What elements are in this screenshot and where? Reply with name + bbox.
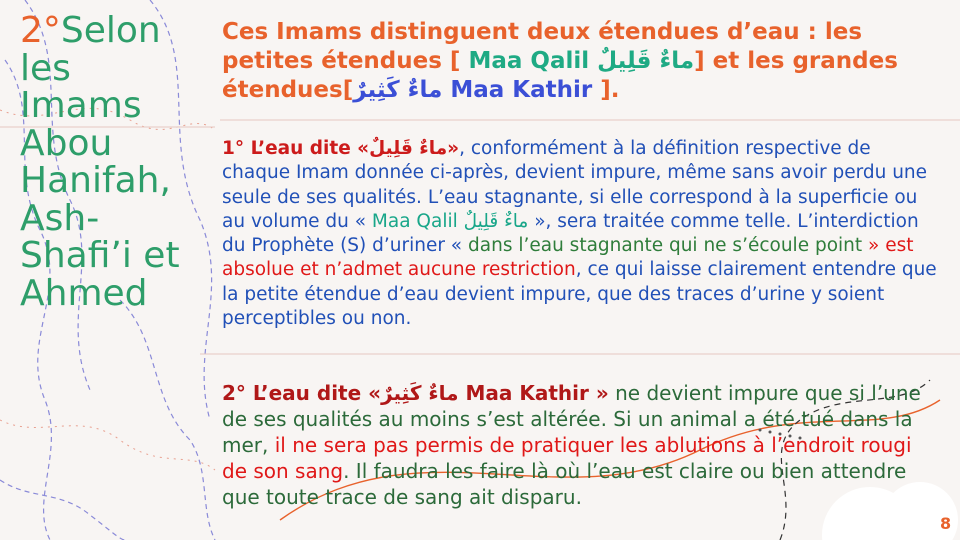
header-part1: Ces Imams distinguent deux étendues d’eau : les petites étendues [ [222, 19, 863, 74]
p2-emphasis: il ne sera pas permis de pratiquer les ablutions à l’endroit rougi de son sang [222, 433, 912, 483]
p2-lead: 2° L’eau dite «ماءٌ كَثِيرٌ Maa Kathir » [222, 381, 609, 405]
p1-emphasis: est absolue et n’admet aucune restriction [222, 235, 914, 281]
p2-text-b: . Il faudra les faire là où l’eau est claire ou bien attendre que toute trace de sang ait disparu. [222, 459, 907, 509]
p1-text-b: », sera traitée comme telle. L’interdiction du Prophète (S) d’uriner « [222, 210, 919, 257]
p1-lead: 1° L’eau dite «ماءٌ قَلِيلٌ» [222, 138, 460, 159]
p1-quote: dans l’eau stagnante qui ne s’écoule point [468, 235, 863, 257]
header-part3: ]. [600, 77, 620, 103]
header-statement [222, 18, 942, 105]
title-text: Selon les Imams Abou Hanifah, Ash-Shafi’i et Ahmed [20, 10, 180, 314]
title-number: 2° [20, 10, 61, 51]
paragraph-2 [222, 380, 937, 510]
p2-text-a: ne devient impure que si l’une de ses qualités au moins s’est altérée. Si un animal a été tué dans la mer, [222, 381, 921, 457]
maa-kathir-arabic: ماءٌ كَثِيرٌ [353, 77, 443, 103]
maa-kathir-latin: Maa Kathir [442, 77, 601, 103]
header-part2: ] et les grandes étendues[ [222, 48, 898, 103]
p1-quote-close: » [862, 235, 886, 257]
paragraph-1 [222, 137, 937, 331]
maa-qalil-term: Maa Qalil ماءٌ قَلِيلٌ [468, 48, 695, 74]
page-number: 8 [940, 514, 952, 533]
p1-text-c: , ce qui laisse clairement entendre que la petite étendue d’eau devient impure, que des traces d’urine y soient perceptibles ou non. [222, 259, 937, 330]
page-title [20, 12, 200, 312]
p1-text-a: , conformément à la définition respective de chaque Imam donnée ci-après, devient impure, même sans avoir perdu une seule de ses qualités. L’eau stagnante, si elle correspond à la superficie ou au volume du « [222, 138, 928, 232]
p1-maa-qalil: Maa Qalil ماءٌ قَلِيلٌ [371, 210, 529, 232]
